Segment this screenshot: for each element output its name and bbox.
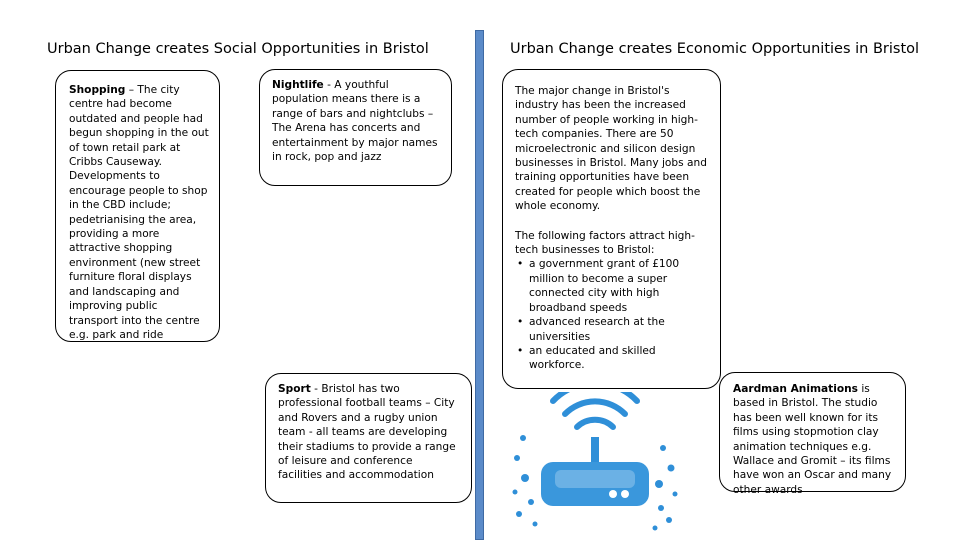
economic-box bbox=[502, 69, 721, 389]
bullet-item: • advanced research at the universities bbox=[529, 315, 710, 344]
economic-paragraph-2: The following factors attract high-tech businesses to Bristol: bbox=[515, 229, 695, 257]
shopping-heading: Shopping bbox=[69, 84, 126, 96]
shopping-box bbox=[55, 70, 220, 342]
nightlife-heading: Nightlife bbox=[272, 79, 324, 91]
aardman-text: is based in Bristol. The studio has been well known for its films using stopmotion clay animation techniques e.g. Wallace and Gromit – its films have won an Oscar and many other awards bbox=[733, 383, 892, 496]
bullet-item: • a government grant of £100 million to become a super connected city with high broadband speeds bbox=[529, 257, 710, 315]
column-divider bbox=[475, 30, 484, 540]
shopping-text: – The city centre had become outdated and people had begun shopping in the out of town retail park at Cribbs Causeway. Developments to encourage people to shop in the CBD include; pedetrianising the area, providing a more attractive shopping environment (new street furniture floral displays and landscaping and improving public transport into the centre e.g. park and ride bbox=[69, 84, 209, 341]
nightlife-box bbox=[259, 69, 452, 186]
nightlife-text: - A youthful population means there is a range of bars and nightclubs – The Arena has concerts and entertainment by major names in rock, pop and jazz bbox=[272, 79, 438, 164]
economic-paragraph-1: The major change in Bristol's industry has been the increased number of people working in high-tech companies. There are 50 microelectronic and silicon design businesses in Bristol. Many jobs and training opportunities have been created for people which boost the whole economy. bbox=[515, 85, 707, 213]
aardman-heading: Aardman Animations bbox=[733, 383, 858, 395]
economic-title: Urban Change creates Economic Opportunities in Bristol bbox=[510, 41, 920, 57]
economic-bullets bbox=[515, 257, 710, 372]
bullet-item: • an educated and skilled workforce. bbox=[529, 344, 710, 373]
sport-heading: Sport bbox=[278, 383, 311, 395]
sport-text: - Bristol has two professional football teams – City and Rovers and a rugby union team - all teams are developing their stadiums to provide a range of leisure and conference facilities and accommodation bbox=[278, 383, 456, 482]
social-title: Urban Change creates Social Opportunities in Bristol bbox=[47, 41, 429, 57]
aardman-box bbox=[719, 372, 906, 496]
wifi-router-icon bbox=[505, 392, 685, 537]
sport-box bbox=[265, 373, 472, 503]
